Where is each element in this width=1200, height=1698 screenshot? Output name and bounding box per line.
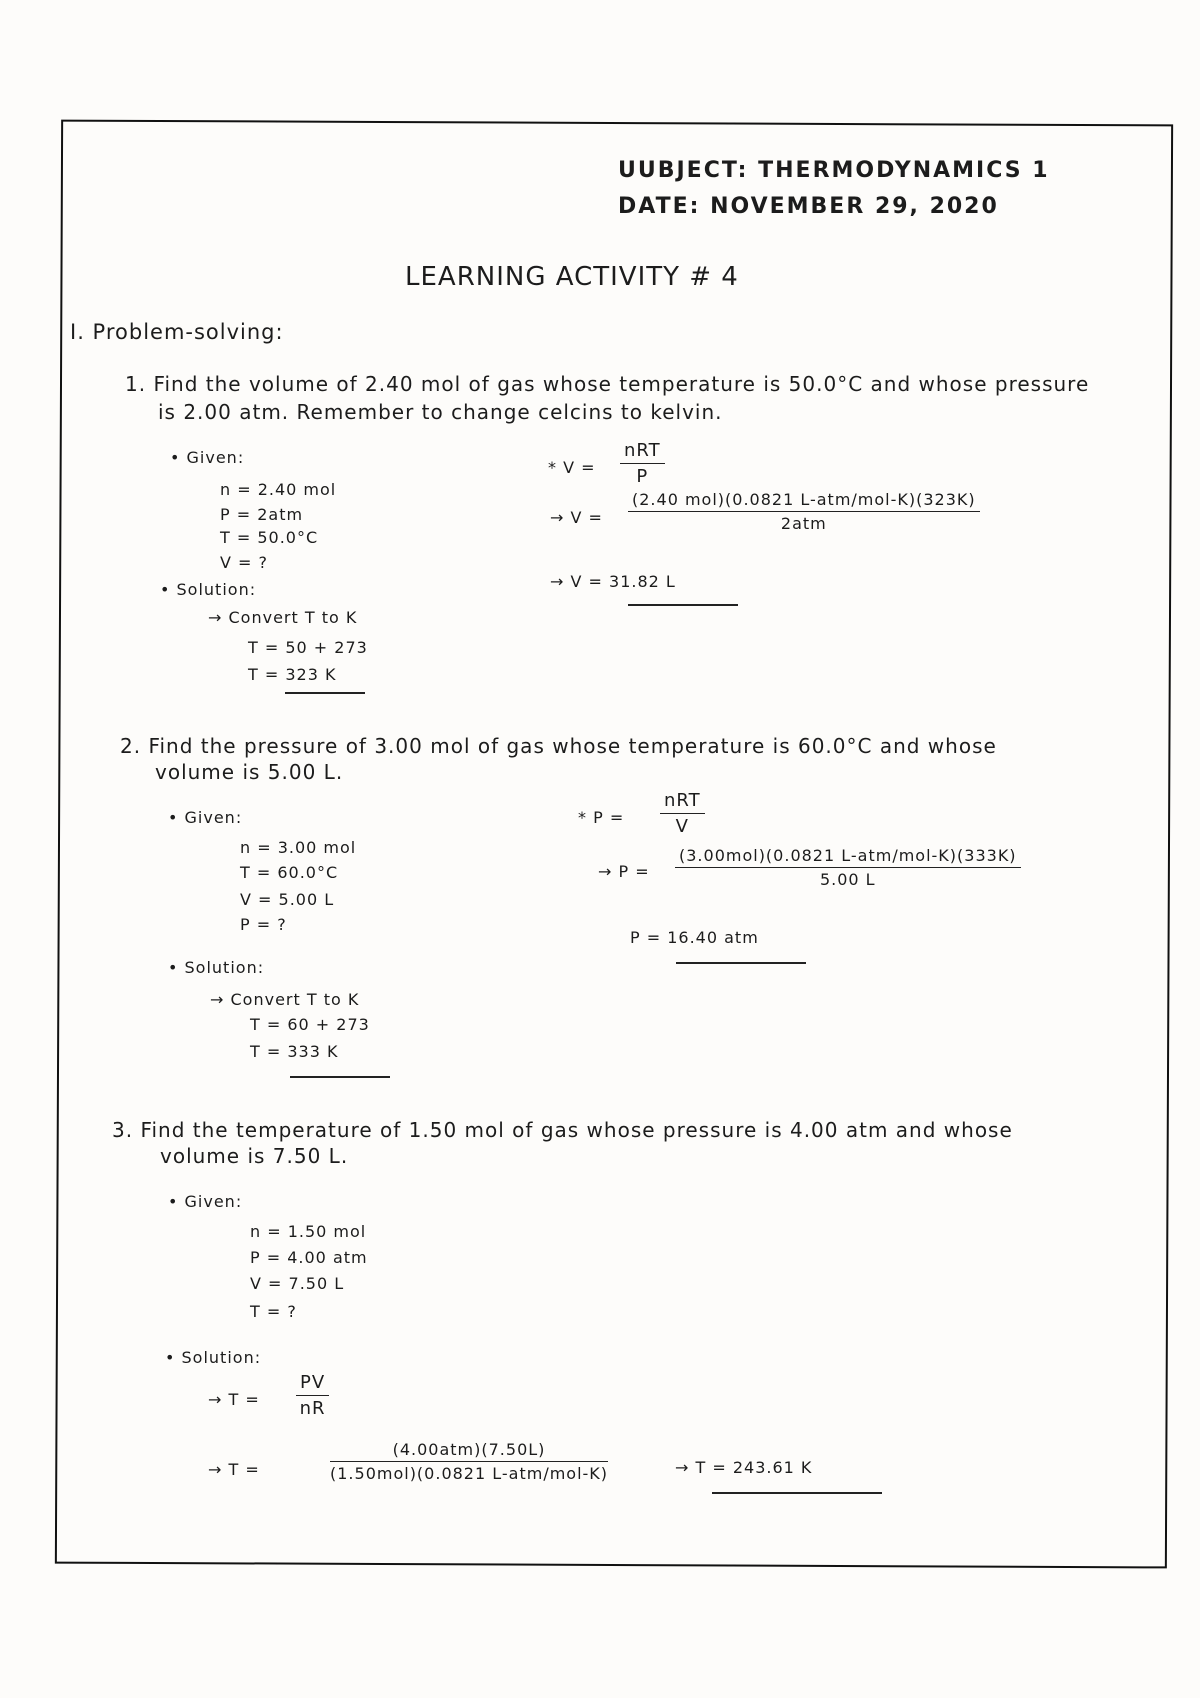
p1-given-t: T = 50.0°C xyxy=(220,528,319,547)
p1-sub-fraction xyxy=(628,490,980,533)
p3-sub-fraction xyxy=(330,1440,608,1483)
p3-given-label: • Given: xyxy=(168,1192,243,1211)
p2-formula-fraction xyxy=(660,790,705,837)
p1-result: → V = 31.82 L xyxy=(550,572,676,591)
p2-step-result: T = 333 K xyxy=(250,1042,339,1061)
p3-sub-numerator: (4.00atm)(7.50L) xyxy=(392,1440,546,1459)
p3-sub-denominator: (1.50mol)(0.0821 L-atm/mol-K) xyxy=(330,1464,609,1483)
date-line: DATE: NOVEMBER 29, 2020 xyxy=(618,194,999,219)
p3-formula-fraction xyxy=(296,1372,329,1419)
p2-t-underline xyxy=(290,1076,390,1078)
p2-sub-lhs: → P = xyxy=(598,862,650,881)
p3-given-v: V = 7.50 L xyxy=(250,1274,345,1293)
p1-t-underline xyxy=(285,692,365,694)
page-title: LEARNING ACTIVITY # 4 xyxy=(405,262,739,292)
p2-result-underline xyxy=(676,962,806,964)
p1-sub-denominator: 2atm xyxy=(780,514,827,533)
p2-result: P = 16.40 atm xyxy=(630,928,759,947)
p3-formula-lhs: → T = xyxy=(208,1390,260,1409)
p1-step-convert: → Convert T to K xyxy=(208,608,358,627)
p3-given-p: P = 4.00 atm xyxy=(250,1248,368,1267)
p2-formula-lhs: * P = xyxy=(578,808,625,827)
p2-given-label: • Given: xyxy=(168,808,243,827)
p2-given-t: T = 60.0°C xyxy=(240,863,339,882)
subject-line: UUBJECT: THERMODYNAMICS 1 xyxy=(618,158,1050,183)
p2-given-p: P = ? xyxy=(240,915,287,934)
p2-formula-numerator: nRT xyxy=(664,790,701,811)
p1-question-line2: is 2.00 atm. Remember to change celcins to kelvin. xyxy=(158,400,723,424)
p2-step-convert: → Convert T to K xyxy=(210,990,360,1009)
p2-question-line2: volume is 5.00 L. xyxy=(155,760,344,784)
p1-step-result: T = 323 K xyxy=(248,665,337,684)
p1-sub-numerator: (2.40 mol)(0.0821 L-atm/mol-K)(323K) xyxy=(632,490,976,509)
p2-given-n: n = 3.00 mol xyxy=(240,838,357,857)
p3-sub-lhs: → T = xyxy=(208,1460,260,1479)
p2-question-line1: 2. Find the pressure of 3.00 mol of gas whose temperature is 60.0°C and whose xyxy=(120,734,997,758)
p1-formula-denominator: P xyxy=(636,466,649,487)
p2-solution-label: • Solution: xyxy=(168,958,265,977)
p2-given-v: V = 5.00 L xyxy=(240,890,335,909)
p3-solution-label: • Solution: xyxy=(165,1348,262,1367)
p1-formula-fraction xyxy=(620,440,665,487)
p2-step-sum: T = 60 + 273 xyxy=(250,1015,370,1034)
p1-solution-label: • Solution: xyxy=(160,580,257,599)
p3-result-underline xyxy=(712,1492,882,1494)
p2-formula-denominator: V xyxy=(675,816,689,837)
p2-sub-denominator: 5.00 L xyxy=(819,870,876,889)
p1-result-underline xyxy=(628,604,738,606)
p3-given-t: T = ? xyxy=(250,1302,297,1321)
p1-given-label: • Given: xyxy=(170,448,245,467)
p1-sub-lhs: → V = xyxy=(550,508,603,527)
p3-question-line1: 3. Find the temperature of 1.50 mol of gas whose pressure is 4.00 atm and whose xyxy=(112,1118,1013,1142)
p1-step-sum: T = 50 + 273 xyxy=(248,638,368,657)
p2-sub-fraction xyxy=(675,846,1021,889)
p3-given-n: n = 1.50 mol xyxy=(250,1222,367,1241)
p1-formula-lhs: * V = xyxy=(548,458,596,477)
p2-sub-numerator: (3.00mol)(0.0821 L-atm/mol-K)(333K) xyxy=(679,846,1017,865)
p1-formula-numerator: nRT xyxy=(624,440,661,461)
p3-formula-denominator: nR xyxy=(299,1398,326,1419)
section-heading: I. Problem-solving: xyxy=(70,320,284,344)
p1-given-p: P = 2atm xyxy=(220,505,304,524)
p3-formula-numerator: PV xyxy=(300,1372,326,1393)
p1-given-v: V = ? xyxy=(220,553,269,572)
p3-result: → T = 243.61 K xyxy=(675,1458,813,1477)
p1-given-n: n = 2.40 mol xyxy=(220,480,337,499)
p1-question-line1: 1. Find the volume of 2.40 mol of gas whose temperature is 50.0°C and whose pressure xyxy=(125,372,1090,396)
p3-question-line2: volume is 7.50 L. xyxy=(160,1144,349,1168)
